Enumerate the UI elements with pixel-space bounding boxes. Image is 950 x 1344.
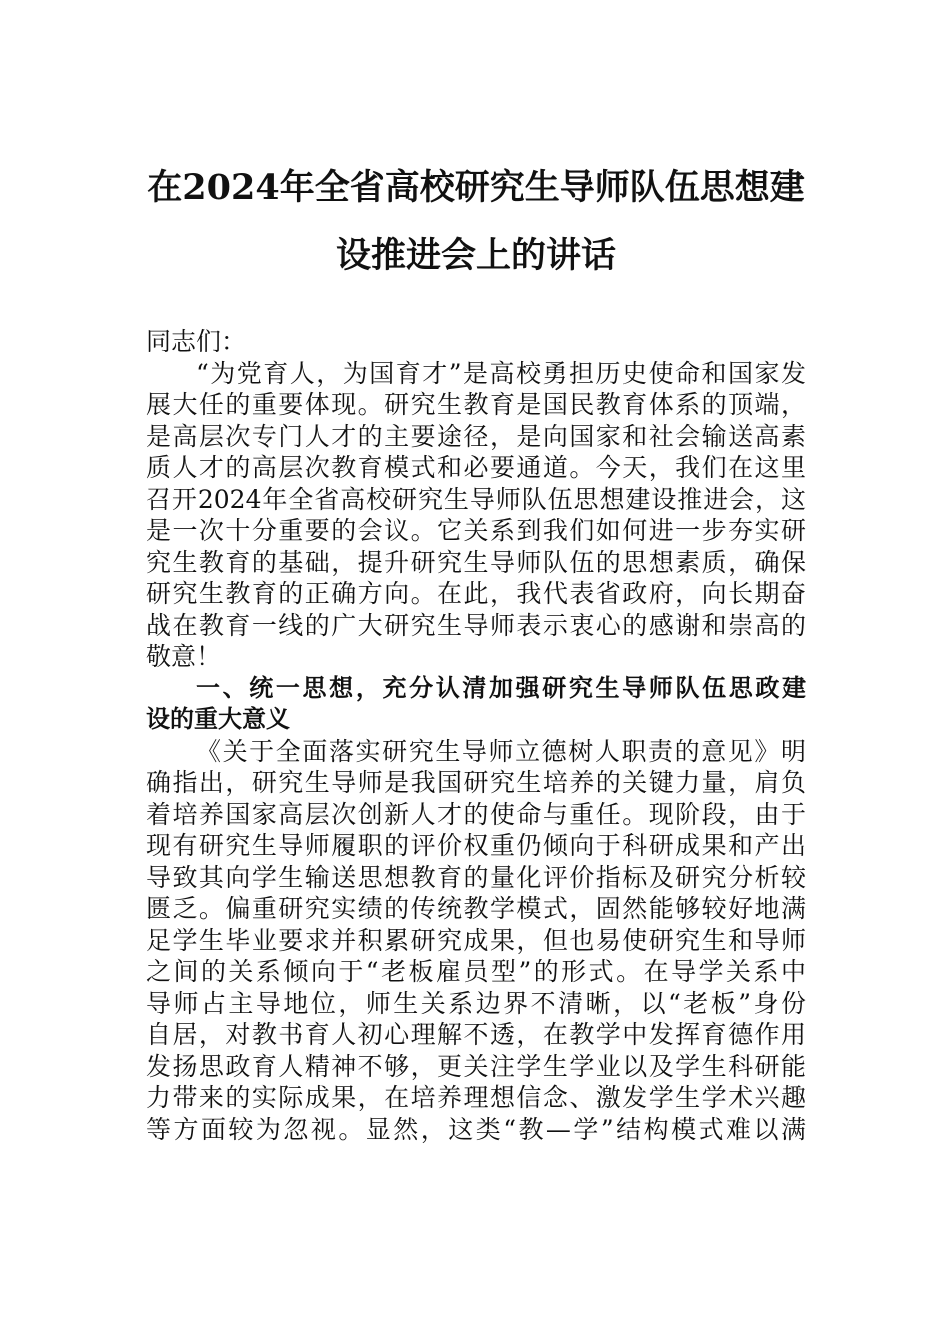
document-title-line-2: 设推进会上的讲话 <box>335 235 616 276</box>
paragraph-1-line: 战在教育一线的广大研究生导师表示衷心的感谢和崇高的 <box>146 610 806 640</box>
paragraph-2-line: 导师占主导地位，师生关系边界不清晰，以“老板”身份 <box>146 988 806 1018</box>
paragraph-2-line: 现有研究生导师履职的评价权重仍倾向于科研成果和产出 <box>146 831 806 860</box>
paragraph-2-line: 匮乏。偏重研究实绩的传统教学模式，固然能够较好地满 <box>146 894 806 923</box>
paragraph-2-line: 自居，对教书育人初心理解不透，在教学中发挥育德作用 <box>146 1020 806 1049</box>
paragraph-1-line: 究生教育的基础，提升研究生导师队伍的思想素质，确保 <box>146 547 806 577</box>
paragraph-1-line: 是高层次专门人才的主要途径，是向国家和社会输送高素 <box>146 421 806 451</box>
paragraph-1-line: 是一次十分重要的会议。它关系到我们如何进一步夯实研 <box>146 516 806 545</box>
section-heading-1 <box>146 673 806 736</box>
salutation: 同志们： <box>146 327 247 356</box>
paragraph-1-line: “为党育人，为国育才”是高校勇担历史使命和国家发 <box>196 358 806 388</box>
section-heading-1-line: 设的重大意义 <box>146 705 290 733</box>
paragraph-1-line: 展大任的重要体现。研究生教育是国民教育体系的顶端， <box>146 390 806 419</box>
paragraph-2-line: 发扬思政育人精神不够，更关注学生学业以及学生科研能 <box>146 1051 806 1081</box>
paragraph-1 <box>146 358 806 673</box>
paragraph-2-line: 《关于全面落实研究生导师立德树人职责的意见》明 <box>196 736 806 766</box>
document-body <box>146 326 806 1145</box>
paragraph-2-line: 着培养国家高层次创新人才的使命与重任。现阶段，由于 <box>146 799 806 829</box>
paragraph-2-line: 导致其向学生输送思想教育的量化评价指标及研究分析较 <box>146 862 806 892</box>
paragraph-2-line: 之间的关系倾向于“老板雇员型”的形式。在导学关系中 <box>146 957 806 986</box>
document-title-line-1: 在2024年全省高校研究生导师队伍思想建 <box>147 167 805 208</box>
paragraph-1-line: 研究生教育的正确方向。在此，我代表省政府，向长期奋 <box>146 579 806 608</box>
paragraph-2-line: 力带来的实际成果，在培养理想信念、激发学生学术兴趣 <box>146 1083 806 1112</box>
paragraph-2-line: 等方面较为忽视。显然，这类“教—学”结构模式难以满 <box>146 1114 806 1144</box>
section-heading-1-line: 一、统一思想，充分认清加强研究生导师队伍思政建 <box>196 673 806 702</box>
paragraph-2-line: 确指出，研究生导师是我国研究生培养的关键力量，肩负 <box>146 768 806 797</box>
paragraph-1-line: 敬意！ <box>146 642 222 671</box>
paragraph-2-line: 足学生毕业要求并积累研究成果，但也易使研究生和导师 <box>146 925 806 955</box>
paragraph-1-line: 召开2024年全省高校研究生导师队伍思想建设推进会，这 <box>146 484 806 514</box>
paragraph-1-line: 质人才的高层次教育模式和必要通道。今天，我们在这里 <box>146 453 806 482</box>
paragraph-2 <box>146 736 806 1146</box>
